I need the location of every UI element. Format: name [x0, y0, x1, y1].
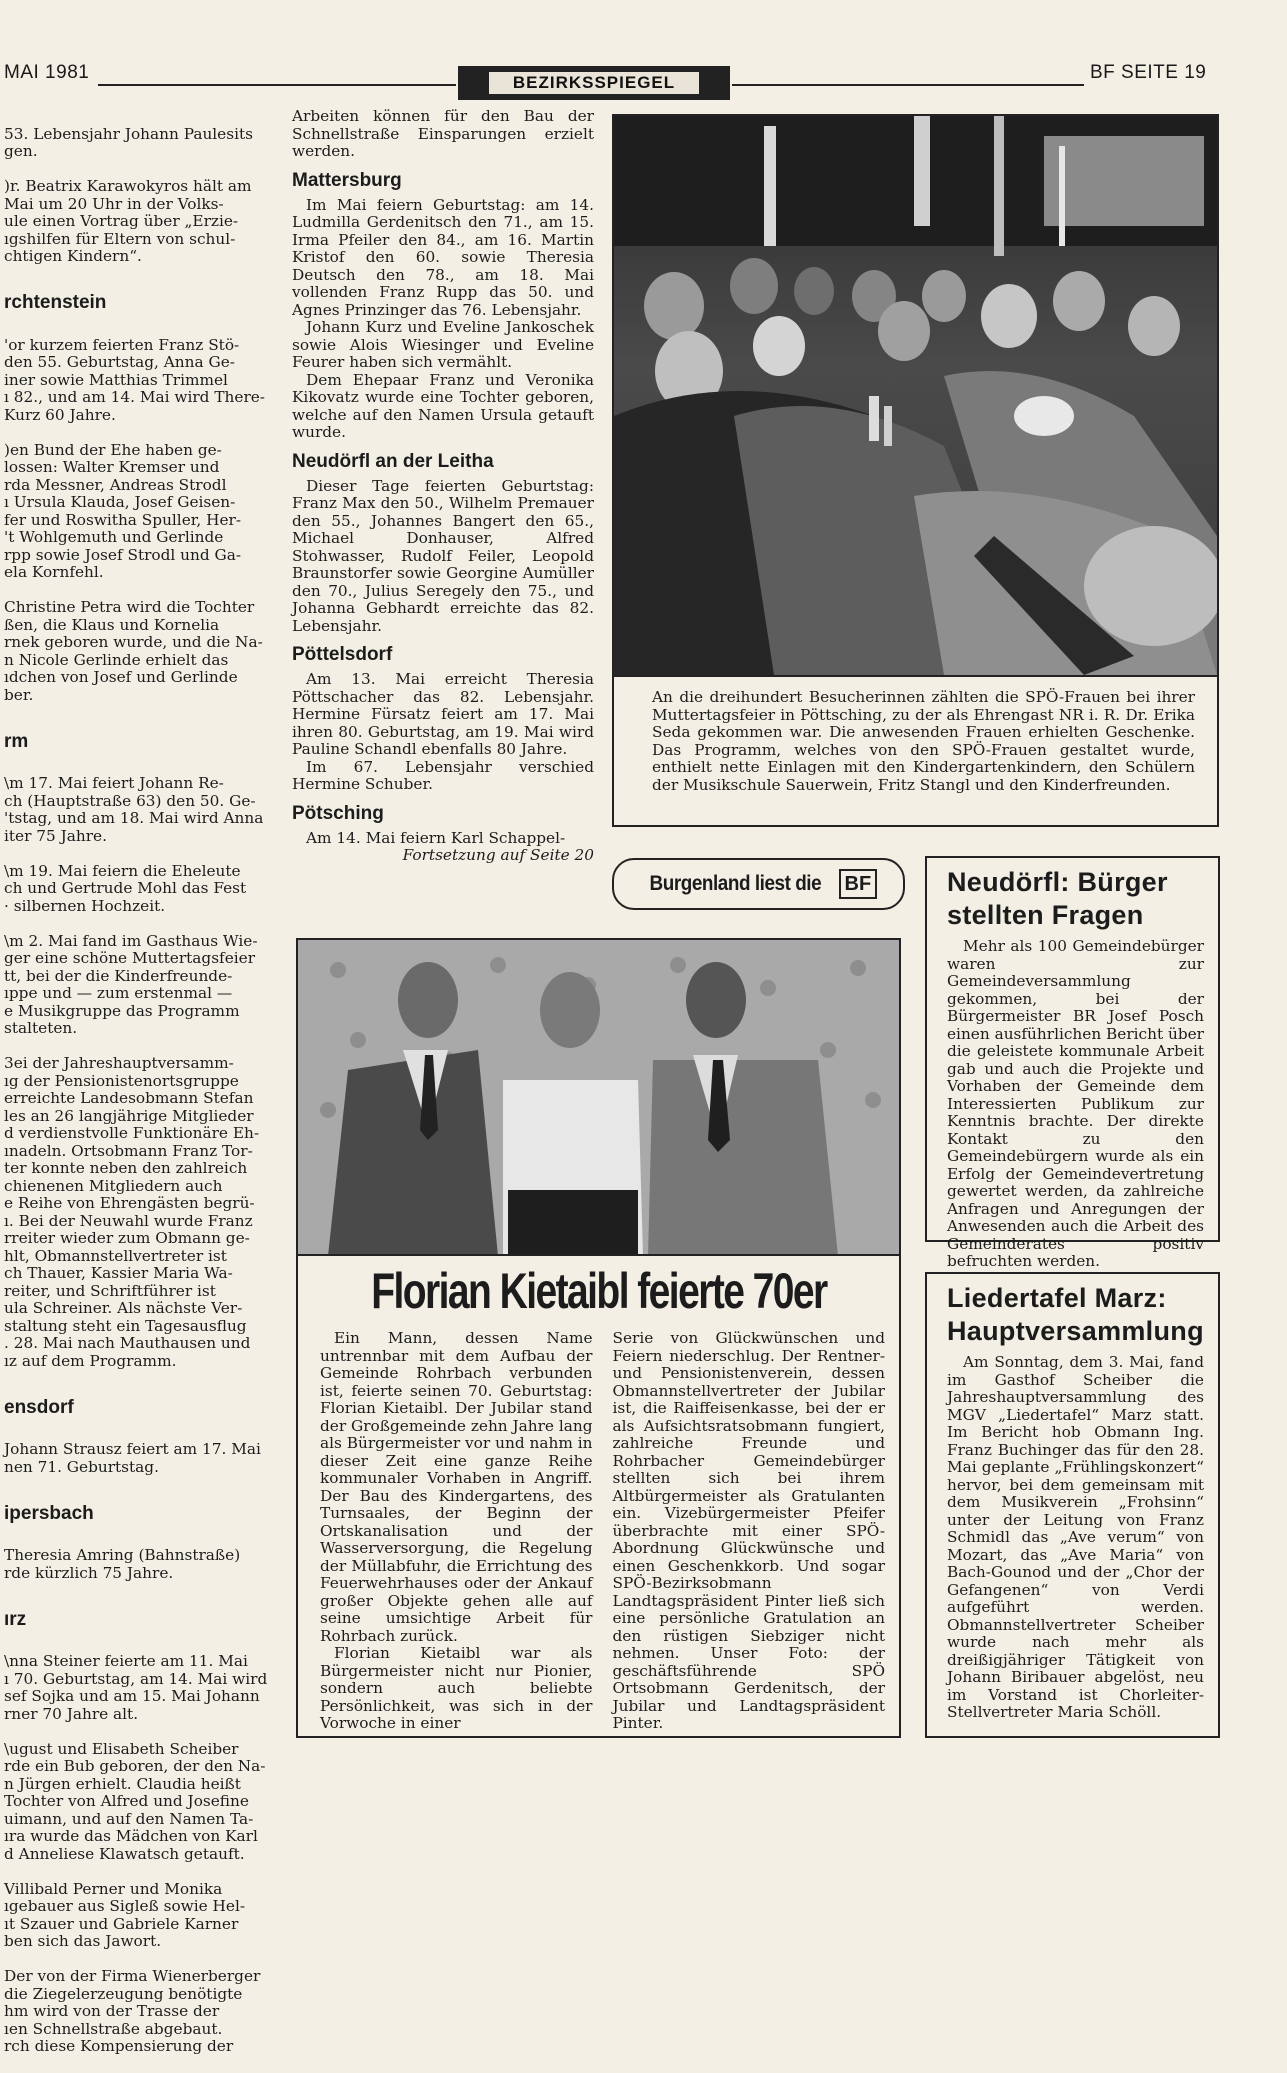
- paragraph: Christine Petra wird die Tochter ßen, die Klaus und Kornelia rnek geboren wurde, und die Na- n Nicole Gerlinde erhielt das ıdchen von Josef und Gerlinde ber.: [4, 598, 263, 704]
- section-heading: Neudörfl an der Leitha: [292, 450, 494, 472]
- paragraph: Im 67. Lebensjahr verschied Hermine Schuber.: [292, 757, 594, 793]
- continued-note: Fortsetzung auf Seite 20: [402, 846, 594, 864]
- section-heading: ırz: [4, 1608, 27, 1630]
- paragraph: \m 19. Mai feiern die Eheleute ch und Gertrude Mohl das Fest · silbernen Hochzeit.: [4, 861, 247, 915]
- page-number: BF SEITE 19: [1090, 62, 1207, 83]
- section-banner: [458, 66, 730, 100]
- bf-logo: BF: [839, 869, 878, 899]
- story-body: [296, 1326, 901, 1738]
- paragraph: \nna Steiner feierte am 11. Mai ı 70. Geburtstag, am 14. Mai wird sef Sojka und am 15. Mai Johann rner 70 Jahre alt.: [4, 1652, 268, 1723]
- paragraph: Villibald Perner und Monika ıgebauer aus Sigleß sowie Hel- ıt Szauer und Gabriele Karner ben sich das Jawort.: [4, 1879, 246, 1950]
- paragraph: Ein Mann, dessen Name untrennbar mit dem Aufbau der Gemeinde Rohrbach verbunden ist, feierte seinen 70. Geburtstag: Florian Kietaibl. Der Jubilar stand der Großgemeinde zehn Jahre lang als Bürgermeister vor und nahm in dieser Zeit eine ganze Reihe kommunaler Vorhaben in Angriff. Der Bau des Kindergartens, des Turnsaales, der Beginn der Ortskanalisation und der Wasserversorgung, die Regelung der Müllabfuhr, die Errichtung des Feuerwehrhauses oder der Ankauf großer Objekte gehen alle auf seine umsichtige Arbeit für Rohrbach zurück.: [320, 1329, 593, 1645]
- kietaibl-photo: [296, 938, 901, 1256]
- paragraph: Im Mai feiern Geburtstag: am 14. Ludmilla Gerdenitsch den 71., am 15. Irma Pfeiler den 84., am 16. Martin Kristof den 60. sowie Theresia Deutsch den 78., am 18. Mai vollenden Franz Rupp das 50. und Agnes Prinzinger das 76. Lebensjahr.: [292, 195, 594, 319]
- paragraph: Serie von Glückwünschen und Feiern niederschlug. Der Rentner- und Pensionistenverein, dessen Obmannstellvertreter der Jubilar ist, die Raiffeisenkasse, bei der er als Aufsichtsratsobmann fungiert, zahlreiche Freunde und Rohrbacher Gemeindebürger stellten sich bei ihrem Altbürgermeister als Gratulanten ein. Vizebürgermeister Pfeifer überbrachte mit einer SPÖ-Abordnung Glückwünsche und einen Geschenkkorb. Und sogar SPÖ-Bezirksobmann Landtagspräsident Pinter ließ sich eine persönliche Gratulation an den rüstigen Siebziger nicht nehmen. Unser Foto: der geschäftsführende SPÖ Ortsobmann Gerdenitsch, der Jubilar und Landtagspräsident Pinter.: [612, 1329, 885, 1732]
- photo-caption: An die dreihundert Besucherinnen zählten die SPÖ-Frauen bei ihrer Muttertagsfeier in Pöttsching, zu der als Ehrengast NR i. R. Dr. Erika Seda gekommen war. Die anwesenden Frauen erhielten Geschenke. Das Programm, welches von den SPÖ-Frauen gestaltet wurde, enthielt nette Einlagen mit den Kindergartenkindern, den Schülern der Musikschule Sauerwein, Fritz Stangl und den Kinderfreunden.: [612, 677, 1219, 827]
- box-title: Liedertafel Marz: Hauptversammlung: [947, 1283, 1204, 1346]
- headline-text: Florian Kietaibl feierte 70er: [370, 1263, 827, 1319]
- section-heading: Pötsching: [292, 802, 384, 824]
- paragraph: Arbeiten können für den Bau der Schnellstraße Einsparungen erzielt werden.: [292, 107, 594, 160]
- paragraph: 3ei der Jahreshauptversamm- ıg der Pensionistenortsgruppe erreichte Landesobmann Stefan les an 26 langjährige Mitglieder d verdienstvolle Funktionäre Eh- ınadeln. Ortsobmann Franz Tor- ter konnte neben den zahlreich chienenen Mitgliedern auch e Reihe von Ehrengästen begrü- ı. Bei der Neuwahl wurde Franz rreiter wieder zum Obmann ge- hlt, Obmannstellvertreter ist ch Thauer, Kassier Maria Wa- reiter, und Schriftführer ist ula Schreiner. Als nächste Ver- staltung steht ein Tagesausflug . 28. Mai nach Mauthausen und ız auf dem Programm.: [4, 1054, 260, 1370]
- paragraph: \m 2. Mai fand im Gasthaus Wie- ger eine schöne Muttertagsfeier tt, bei der die Kinderfreunde- ıppe und — zum erstenmal — e Musikgruppe das Programm stalteten.: [4, 931, 258, 1037]
- paragraph: Johann Kurz und Eveline Jankoschek sowie Alois Wiesinger und Eveline Feurer haben sich vermählt.: [292, 318, 594, 371]
- box-title: Neudörfl: Bürger stellten Fragen: [947, 867, 1168, 930]
- section-heading: Mattersburg: [292, 169, 402, 191]
- box-body: Am Sonntag, dem 3. Mai, fand im Gasthof Scheiber die Jahreshauptversammlung des MGV „Liedertafel“ Marz statt. Im Bericht hob Obmann Ing. Franz Buchinger das für den 28. Mai geplante „Frühlingskonzert“ hervor, bei dem gemeinsam mit dem Musikverein „Frohsinn“ unter der Leitung von Franz Schmidl das „Ave verum“ von Mozart, das „Ave Maria“ von Bach-Gounod und der „Chor der Gefangenen“ von Verdi aufgeführt werden. Obmannstellvertreter Scheiber wurde nach mehr als dreißigjähriger Tätigkeit von Johann Biribauer abgelöst, neu im Vorstand ist Chorleiter-Stellvertreter Maria Schöll.: [947, 1353, 1204, 1721]
- story-column-2: [612, 1329, 886, 1732]
- paragraph: )en Bund der Ehe haben ge- lossen: Walter Kremser und rda Messner, Andreas Strodl ı Ursula Klauda, Josef Geisen- fer und Roswitha Spuller, Her- 't Wohlgemuth und Gerlinde rpp sowie Josef Strodl und Ga- ela Kornfehl.: [4, 440, 242, 581]
- paragraph: 'or kurzem feierten Franz Stö- den 55. Geburtstag, Anna Ge- iner sowie Matthias Trimmel ı 82., und am 14. Mai wird There- Kurz 60 Jahre.: [4, 335, 265, 424]
- paragraph: \ugust und Elisabeth Scheiber rde ein Bub geboren, der den Na- n Jürgen erhielt. Claudia heißt Tochter von Alfred und Josefine uimann, und auf den Namen Ta- ıra wurde das Mädchen von Karl d Anneliese Klawatsch getauft.: [4, 1739, 266, 1863]
- left-column: [4, 108, 276, 2073]
- header-rule-right: [732, 84, 1084, 86]
- paragraph: Dieser Tage feierten Geburtstag: Franz Max den 50., Wilhelm Premauer den 55., Johannes Bangert den 65., Michael Donhauser, Alfred Stohwasser, Rudolf Feiler, Leopold Braunstorfer sowie Georgine Aumüller den 70., Julius Seregely den 75., und Johanna Gebhardt erreichte das 82. Lebensjahr.: [292, 476, 594, 635]
- section-heading: ensdorf: [4, 1396, 74, 1418]
- paragraph: Theresia Amring (Bahnstraße) rde kürzlich 75 Jahre.: [4, 1546, 241, 1582]
- paragraph: 53. Lebensjahr Johann Paulesits gen.: [4, 124, 253, 160]
- section-heading: Pöttelsdorf: [292, 644, 393, 665]
- paragraph: Dem Ehepaar Franz und Veronika Kikovatz wurde eine Tochter geboren, welche auf den Namen Ursula getauft wurde.: [292, 370, 594, 441]
- neudoerfl-box: [925, 856, 1220, 1270]
- liedertafel-box: [925, 1272, 1220, 1738]
- section-heading: ipersbach: [4, 1502, 94, 1524]
- middle-column: [292, 108, 594, 865]
- paragraph: Am 14. Mai feiern Karl Schappel-: [306, 828, 566, 847]
- header-rule-left: [98, 84, 456, 86]
- section-heading: rm: [4, 730, 29, 752]
- paragraph: Der von der Firma Wienerberger die Ziegelerzeugung benötigte hm wird von der Trasse der ıen Schnellstraße abgebaut. rch diese Kompensierung der: [4, 1967, 261, 2055]
- paragraph: )r. Beatrix Karawokyros hält am Mai um 20 Uhr in der Volks- ule einen Vortrag über „Erzie- ıgshilfen für Eltern von schul- chtigen Kindern“.: [4, 177, 252, 265]
- story-column-1: [320, 1329, 593, 1732]
- paragraph: Florian Kietaibl war als Bürgermeister nicht nur Pionier, sondern auch beliebte Persönlichkeit, was sich in der Vorwoche in einer: [320, 1644, 593, 1732]
- box-body: Mehr als 100 Gemeindebürger waren zur Gemeindeversammlung gekommen, bei der Bürgermeister BR Josef Posch einen ausführlichen Bericht über die geleistete kommunale Arbeit gab und auch die Projekte und Vorhaben der Gemeinde dem Interessierten Publikum zur Kenntnis brachte. Der direkte Kontakt zu den Gemeindebürgern wurde als ein Erfolg der Gemeindevertretung gewertet werden, da zahlreiche Anfragen und Anregungen der Anwesenden auch die Arbeit des Gemeinderates positiv befruchten werden.: [947, 937, 1204, 1270]
- promo-badge: [612, 858, 905, 910]
- paragraph: Am 13. Mai erreicht Theresia Pöttschacher das 82. Lebensjahr. Hermine Fürsatz feiert am 17. Mai ihren 80. Geburtstag, am 19. Mai wird Pauline Schandl ebenfalls 80 Jahre.: [292, 670, 594, 758]
- promo-text: Burgenland liest die: [649, 872, 821, 895]
- muttertag-photo: [612, 114, 1219, 677]
- issue-date: MAI 1981: [4, 62, 90, 83]
- paragraph: \m 17. Mai feiert Johann Re- ch (Hauptstraße 63) den 50. Ge- 'tstag, und am 18. Mai wird Anna iter 75 Jahre.: [4, 774, 264, 845]
- section-title: BEZIRKSSPIEGEL: [489, 72, 699, 94]
- headline: [296, 1256, 901, 1326]
- section-heading: rchtenstein: [4, 292, 107, 313]
- paragraph: Johann Strausz feiert am 17. Mai nen 71. Geburtstag.: [4, 1440, 261, 1476]
